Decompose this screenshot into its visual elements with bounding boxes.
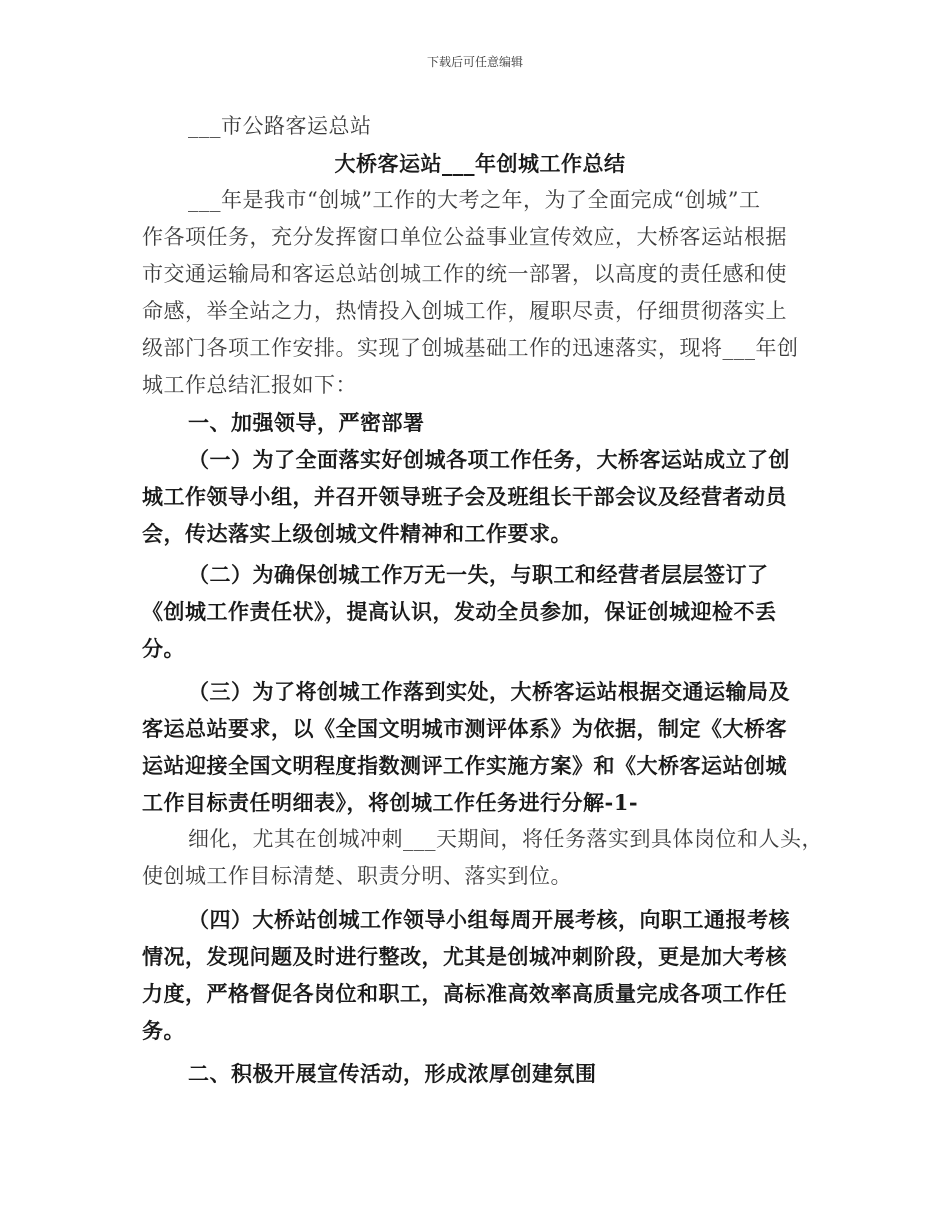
section-heading-2: 二、积极开展宣传活动，形成浓厚创建氛围 xyxy=(188,1061,597,1086)
paragraph-line: （二）为确保创城工作万无一失，与职工和经营者层层签订了 xyxy=(188,562,769,587)
paragraph-line: （四）大桥站创城工作领导小组每周开展考核，向职工通报考核 xyxy=(188,907,790,932)
paragraph-line: 运站迎接全国文明程度指数测评工作实施方案》和《大桥客运站创城 xyxy=(142,753,787,778)
paragraph-line: （三）为了将创城工作落到实处，大桥客运站根据交通运输局及 xyxy=(188,679,790,704)
paragraph-line: 级部门各项工作安排。实现了创城基础工作的迅速落实，现将___年创 xyxy=(142,336,799,360)
paragraph-line: 分。 xyxy=(142,636,185,661)
paragraph-line: 务。 xyxy=(142,1018,185,1043)
item-paragraph-2 xyxy=(142,556,818,667)
organization-line: ___市公路客运总站 xyxy=(188,114,372,138)
item-paragraph-1 xyxy=(142,441,818,552)
page-header-note: 下载后可任意编辑 xyxy=(426,55,523,69)
paragraph-line: 细化，尤其在创城冲刺___天期间，将任务落实到具体岗位和人头， xyxy=(188,827,823,851)
paragraph-line: 客运总站要求，以《全国文明城市测评体系》为依据，制定《大桥客 xyxy=(142,716,787,741)
paragraph-line: 城工作领导小组，并召开领导班子会及班组长干部会议及经营者动员 xyxy=(142,484,787,509)
document-body xyxy=(142,108,823,1092)
intro-paragraph xyxy=(142,182,818,404)
paragraph-line: 力度，严格督促各岗位和职工，高标准高效率高质量完成各项工作任 xyxy=(142,981,787,1006)
item-paragraph-3 xyxy=(142,673,818,821)
item-paragraph-4 xyxy=(142,901,818,1049)
section-heading-1: 一、加强领导，严密部署 xyxy=(188,410,425,435)
paragraph-line: 使创城工作目标清楚、职责分明、落实到位。 xyxy=(142,864,572,888)
paragraph-line: 命感，举全站之力，热情投入创城工作，履职尽责，仔细贯彻落实上 xyxy=(142,299,787,323)
document-title: 大桥客运站___年创城工作总结 xyxy=(334,151,626,176)
paragraph-line: 作各项任务，充分发挥窗口单位公益事业宣传效应，大桥客运站根据 xyxy=(142,225,787,249)
paragraph-line: 城工作总结汇报如下： xyxy=(142,373,357,397)
paragraph-line: 情况，发现问题及时进行整改，尤其是创城冲刺阶段，更是加大考核 xyxy=(142,944,787,969)
paragraph-line: 工作目标责任明细表》，将创城工作任务进行分解-1- xyxy=(142,790,639,815)
paragraph-line: 《创城工作责任状》，提高认识，发动全员参加，保证创城迎检不丢 xyxy=(142,599,777,624)
paragraph-line: （一）为了全面落实好创城各项工作任务，大桥客运站成立了创 xyxy=(188,447,790,472)
paragraph-line: 市交通运输局和客运总站创城工作的统一部署，以高度的责任感和使 xyxy=(142,262,787,286)
item-paragraph-3-continued xyxy=(142,821,823,895)
paragraph-line: 会，传达落实上级创城文件精神和工作要求。 xyxy=(142,521,572,546)
paragraph-line: ___年是我市“创城”工作的大考之年，为了全面完成“创城”工 xyxy=(188,188,761,212)
